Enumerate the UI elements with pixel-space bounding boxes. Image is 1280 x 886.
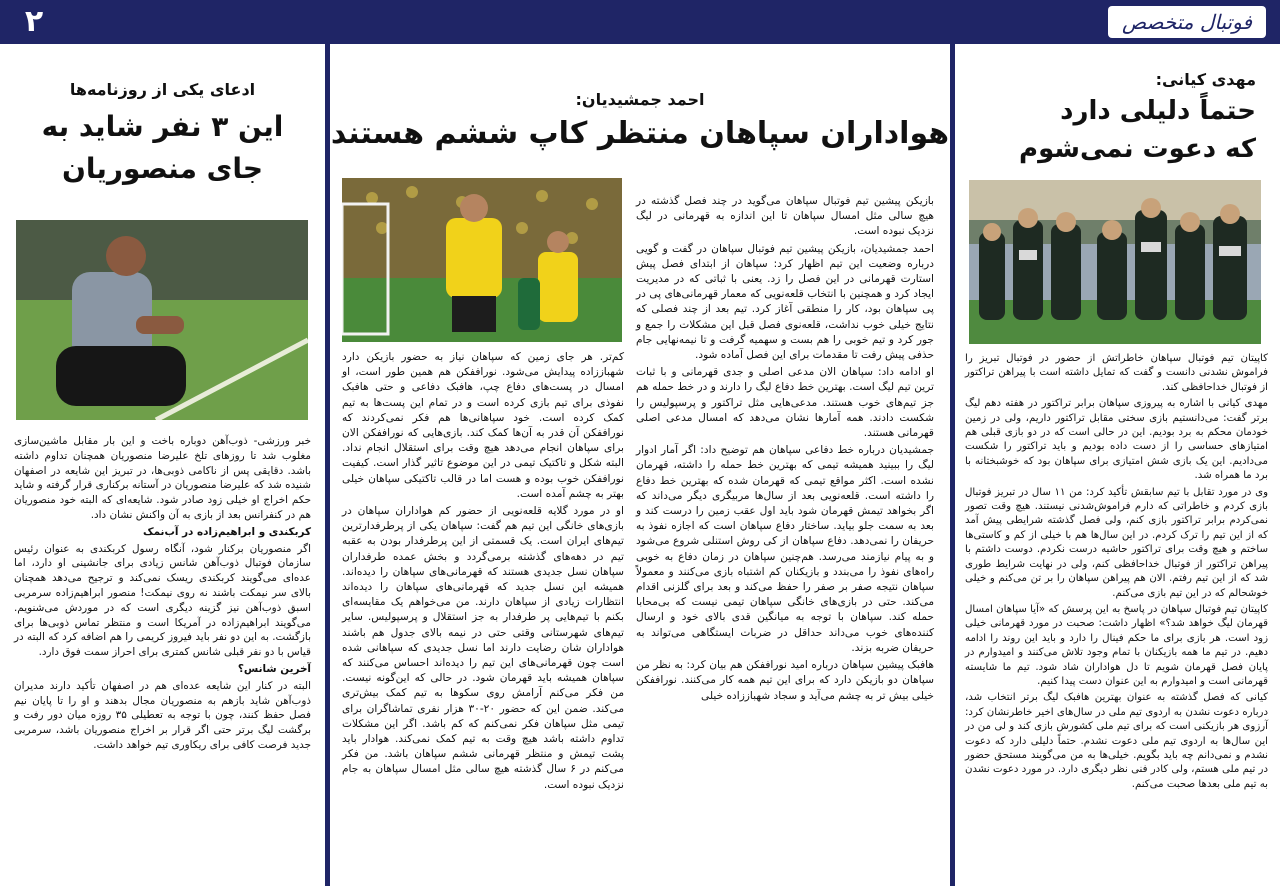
page-number: ۲: [24, 4, 44, 39]
middle-article-headline: هواداران سپاهان منتظر کاپ ششم هستند: [330, 116, 950, 151]
football-team-photo-icon: [969, 180, 1261, 344]
publication-logo: فوتبال متخصص: [1108, 6, 1266, 38]
left-article-paragraph: اگر منصوریان برکنار شود، آنگاه رسول کربکندی به عنوان رئیس سازمان فوتبال ذوب‌آهن شانس زیادی برای جانشینی او دارد، اما عده‌ای می‌گویند کربکندی ریسک نمی‌کند و ترجیح می‌دهد همچنان بالای سر نیمکت باشند نه روی نیمکت! منصور ابراهیم‌زاده سرمربی اسبق ذوب‌آهن نیز گزینه دیگری است که در موردش می‌شنویم. می‌گویند ابراهیم‌زاده در آمریکا است و منتظر تماس ذوبی‌ها برای بازگشت. به این دو نفر باید فیروز کریمی را هم اضافه کرد که البته در قیاس با دو نفر قبلی شانس کمتری برای احراز سمت فوق دارد.: [14, 542, 311, 659]
middle-article-paragraph: احمد جمشیدیان، بازیکن پیشین تیم فوتبال سپاهان در گفت و گویی درباره وضعیت این تیم اظهار کرد: سپاهان از ابتدای فصل پیش استارت قهرمانی در این فصل را زد. یعنی با ثباتی که در مدیریت ایجاد کرد و همچنین با انتخاب قلعه‌نویی که معمار قهرمانی‌های پی در پی سپاهان بود، کار را منطقی آغاز کرد. تیم بعد از چند فصلی که نتایج خیلی خوب نداشت، قلعه‌نوی فصل قبل این مشکلات را جمع و جور کرد و تیم خوبی را هم بست و سهمیه گرفت و تا نیمه‌نهایی جام حذفی پیش رفت تا مقدمات برای این فصل آماده شود.: [636, 242, 934, 362]
right-article-kicker: مهدی کیانی:: [1155, 70, 1256, 89]
football-celebration-photo: [342, 178, 622, 342]
left-article-subhead: کربکندی و ابراهیم‌زاده در آب‌نمک: [142, 525, 311, 538]
right-article-headline-line1: حتماً دلیلی دارد: [1060, 96, 1256, 126]
right-article-headline-line2: که دعوت نمی‌شوم: [1019, 134, 1256, 164]
coach-crouching-photo-icon: [16, 220, 308, 420]
left-article-subhead: آخرین شانس؟: [237, 662, 311, 675]
left-article-kicker: ادعای یکی از روزنامه‌ها: [69, 80, 256, 99]
right-article: [955, 44, 1280, 886]
middle-article-paragraph: او ادامه داد: سپاهان الان مدعی اصلی و جدی قهرمانی و با ثبات ترین تیم لیگ است. بهترین خط دفاع لیگ را دارند و در خط حمله هم جز تیم‌های خوب هستند. مدعی‌هایی مثل تراکتور و پرسپولیس را شکست دادند. همه آمارها نشان می‌دهد که امسال مدعی اصلی قهرمانی هستند.: [636, 366, 934, 440]
coach-crouching-photo: [16, 220, 308, 420]
right-article-body: [965, 352, 1268, 794]
left-article: [0, 44, 325, 886]
right-article-paragraph: کیانی که فصل گذشته به عنوان بهترین هافبک لیگ برتر انتخاب شد، درباره دعوت نشدن به اردوی تیم ملی در سال‌های اخیر خاطرنشان کرد: آرزوی هر بازیکنی است که برای تیم ملی کشورش بازی کند و لی من در این سال‌ها به اردوی تیم ملی دعوت نشدم. حتماً دلیلی دارد که دعوت نشدم و نمی‌دانم چه باید بگویم. خیلی‌ها به من می‌گویند مستحق حضور در تیم ملی هستم، ولی کادر فنی نظر دیگری دارد. در مورد دعوت نشدن به تیم ملی بعدها صحبت می‌کنم.: [965, 692, 1268, 790]
football-celebration-photo-icon: [342, 178, 622, 342]
middle-article-paragraph: جمشیدیان درباره خط دفاعی سپاهان هم توضیح داد: اگر آمار ادوار لیگ را ببینید همیشه تیمی که بهترین خط حمله را داشته، قهرمان نشده است. اکثر مواقع تیمی که قهرمان شده که بهترین خط دفاع را داشته است. قلعه‌نویی بعد از سال‌ها مربیگری دیگر می‌داند که اگر بخواهد تیمش قهرمان شود باید اول عقب زمین را درست کند و بعد به سمت جلو بیاید. ساختار دفاع سپاهان است که اجازه نفوذ به حریفان را نمی‌دهد. دفاع سپاهان از کی روش استنلی شروع می‌شود و به پیام نیازمند می‌رسد. هم‌چنین سپاهان در زمان دفاع به خوبی راه‌های نفوذ را می‌بندد و بازیکنان کم اشتباه بازی می‌کنند و معمولاً سپاهان نتیجه صفر بر صفر را حفظ می‌کند و بعد برای گلزنی اقدام می‌کند. حتی در بازی‌های خانگی سپاهان تیمی نیست که بی‌محابا حمله کند. سپاهان با توجه به میانگین قدی بالای خود و ارسال کننده‌های خوب می‌داند حداقل در ضربات ایستگاهی می‌تواند به حریفان ضربه بزند.: [636, 444, 934, 654]
left-article-paragraph: البته در کنار این شایعه عده‌ای هم در اصفهان تأکید دارند مدیران ذوب‌آهن شاید بازهم به منصوریان مجال بدهند و او را تا پایان نیم فصل حفظ کنند، چون با توجه به تعطیلی ۳۵ روزه میان دور رفت و برگشت لیگ برتر حتی اگر قرار بر اخراج منصوریان باشد، سرمربی جدید فرصت کافی برای ریکاوری تیم خواهد داشت.: [14, 679, 311, 751]
right-article-paragraph: کاپیتان تیم فوتبال سپاهان در پاسخ به این پرسش که «آیا سپاهان امسال قهرمان لیگ خواهد شد؟» اظهار داشت: صحبت در مورد قهرمانی خیلی زود است. هر بازی برای ما حکم فینال را دارد و باید این روند را ادامه دهیم. در تیم ما همه بازیکنان با تمام وجود تلاش می‌کنند و امیدوارم در پایان فصل قهرمان شویم تا دل هواداران شاد شود. تیم ما شایسته قهرمانی است و امیدوارم به این عنوان دست پیدا کنیم.: [965, 603, 1268, 687]
football-team-photo: [969, 180, 1261, 344]
header-bar: [0, 0, 1280, 44]
middle-article-paragraph: کم‌تر. هر جای زمین که سپاهان نیاز به حضور بازیکن دارد شهباززاده پیدایش می‌شود. نوراففکن هم همین طور است، او امسال در پست‌های دفاع چپ، هافبک دفاعی و حتی هافبک نفوذی برای تیم بازی کرده است و در تمام این پست‌ها به تیم کمک کرده است. خود سپاهانی‌ها هم فکر نمی‌کردند که نوراففکن آن قدر به آن‌ها کمک کند. بازی‌هایی که نوراففکن الان برای سپاهان انجام می‌دهد هیچ وقت برای استقلال انجام نداد. البته شکل و تاکتیک تیمی در این موضوع تاثیر گذار است. کیفیت نوراففکن خوب بوده و هست اما در قالب تاکتیکی سپاهان خیلی بهتر به چشم آمده است.: [342, 351, 624, 500]
middle-article-kicker: احمد جمشیدیان:: [575, 90, 705, 109]
middle-article-paragraph: هافبک پیشین سپاهان درباره امید نوراففکن هم بیان کرد: به نظر من سپاهان دو بازیکن دارد که برای این تیم همه کار می‌کنند. نوراففکن خیلی بیش تر به چشم می‌آید و سجاد شهباززاده خیلی: [636, 659, 934, 702]
right-article-paragraph: مهدی کیانی با اشاره به پیروزی سپاهان برابر تراکتور در هفته دهم لیگ برتر گفت: می‌دانستیم بازی سختی مقابل تراکتور داریم، ولی در زمین خودمان محکم به برد بودیم. این در حالی است که در دو بازی قبلی هم امتیازهای حساسی را از دست داده بودیم و باید تراکتور را شکست می‌دادیم. این یک بازی شش امتیازی برای سپاهان بود که خوشبختانه با برد ما همراه شد.: [965, 398, 1268, 482]
left-article-body: [14, 434, 311, 755]
left-article-headline-line2: جای منصوریان: [61, 152, 264, 185]
middle-article-right-column: [636, 194, 934, 706]
left-article-headline-line1: این ۳ نفر شاید به: [41, 110, 284, 143]
middle-article-paragraph: بازیکن پیشین تیم فوتبال سپاهان می‌گوید در چند فصل گذشته در هیچ سالی مثل امسال سپاهان تا این اندازه به قهرمانی در لیگ نزدیک نبوده است.: [636, 195, 934, 238]
middle-article-left-column: [342, 350, 624, 795]
right-article-paragraph: وی در مورد تقابل با تیم سابقش تأکید کرد: من ۱۱ سال در تبریز فوتبال بازی کردم و خاطراتی که دارم فراموش‌شدنی نیستند. هیچ وقت تصور نمی‌کردم برابر تراکتور بازی کنم، ولی فصل گذشته شرایطی پیش آمد که از این تیم را ترک کردم. در این سال‌ها هم با خیلی از کم و کاستی‌ها ساختم و هیچ وقت برای تراکتور حاشیه درست نکردم. دوست داشتم با پیراهن تراکتور از فوتبال خداحافظی کنم، ولی در نهایت شرایط طوری شد که از این تیم رفتم. الان هم پیراهن سپاهان را بر تن می‌کنم و خیلی خوشحالم که در این تیم بازی می‌کنم.: [965, 486, 1268, 599]
left-article-paragraph: خبر ورزشی- ذوب‌آهن دوباره باخت و این بار مقابل ماشین‌سازی مغلوب شد تا روزهای تلخ علیرضا منصوریان همچنان تداوم داشته باشد. دقایقی پس از ناکامی ذوبی‌ها، در تبریز این شایعه در اصفهان شنیده شد که علیرضا منصوریان در آستانه برکناری قرار گرفته و شاید حکم اخراج او خیلی زود صادر شود. شایعه‌ای که البته خود منصوریان هم در کنفرانس بعد از بازی به آن واکنش نشان داد.: [14, 435, 311, 521]
right-article-paragraph: کاپیتان تیم فوتبال سپاهان خاطراتش از حضور در فوتبال تبریز را فراموش نشدنی دانست و گفت که تمایل داشته است با پیراهن تراکتور از فوتبال خداحافظی کند.: [965, 353, 1268, 393]
middle-article-paragraph: او در مورد گلایه قلعه‌نویی از حضور کم هواداران سپاهان در بازی‌های خانگی این تیم هم گفت: سپاهان یکی از پرطرفدارترین تیم‌های ایران است. یک قسمتی از این پرطرفدار بودن به عقبه تیم در دهه‌های گذشته برمی‌گردد و بخش عمده طرفداران سپاهان نسل جدیدی هستند که قهرمانی‌های سپاهان را دیده‌اند. همیشه این نسل جدید که قهرمانی‌های سپاهان را دیده‌اند انتظارات زیادی از سپاهان دارند. من می‌خواهم یک مقایسه‌ای بکنم با تیم‌هایی پر طرفدار به جز استقلال و پرسپولیس. سایر تیم‌های شهرستانی وقتی حتی در نیمه بالای جدول هم باشند هواداران شان رضایت دارند اما نسل جدیدی که سپاهانی شده است چون قهرمانی‌های این تیم را دیده‌اند احساس می‌کنند که سپاهان همیشه باید قهرمان شود. در حالی که این‌گونه نیست. من فکر می‌کنم آرامش روی سکوها به تیم کمک بیش‌تری می‌کند. ضمن این که حضور ۲۰-۳۰ هزار نفری تماشاگران برای تیمی مثل سپاهان فکر نمی‌کنم که کم باشد. اگر این مشکلات تداوم داشته باشد هیچ وقت به تیم کمک نمی‌کند. هوادار باید پشت تیمش و منتظر قهرمانی ششم سپاهان باشد. من فکر می‌کنم در ۶ سال گذشته هیچ سالی مثل امسال سپاهان به جام نزدیک نبوده است.: [342, 505, 625, 791]
middle-article: [330, 44, 950, 886]
